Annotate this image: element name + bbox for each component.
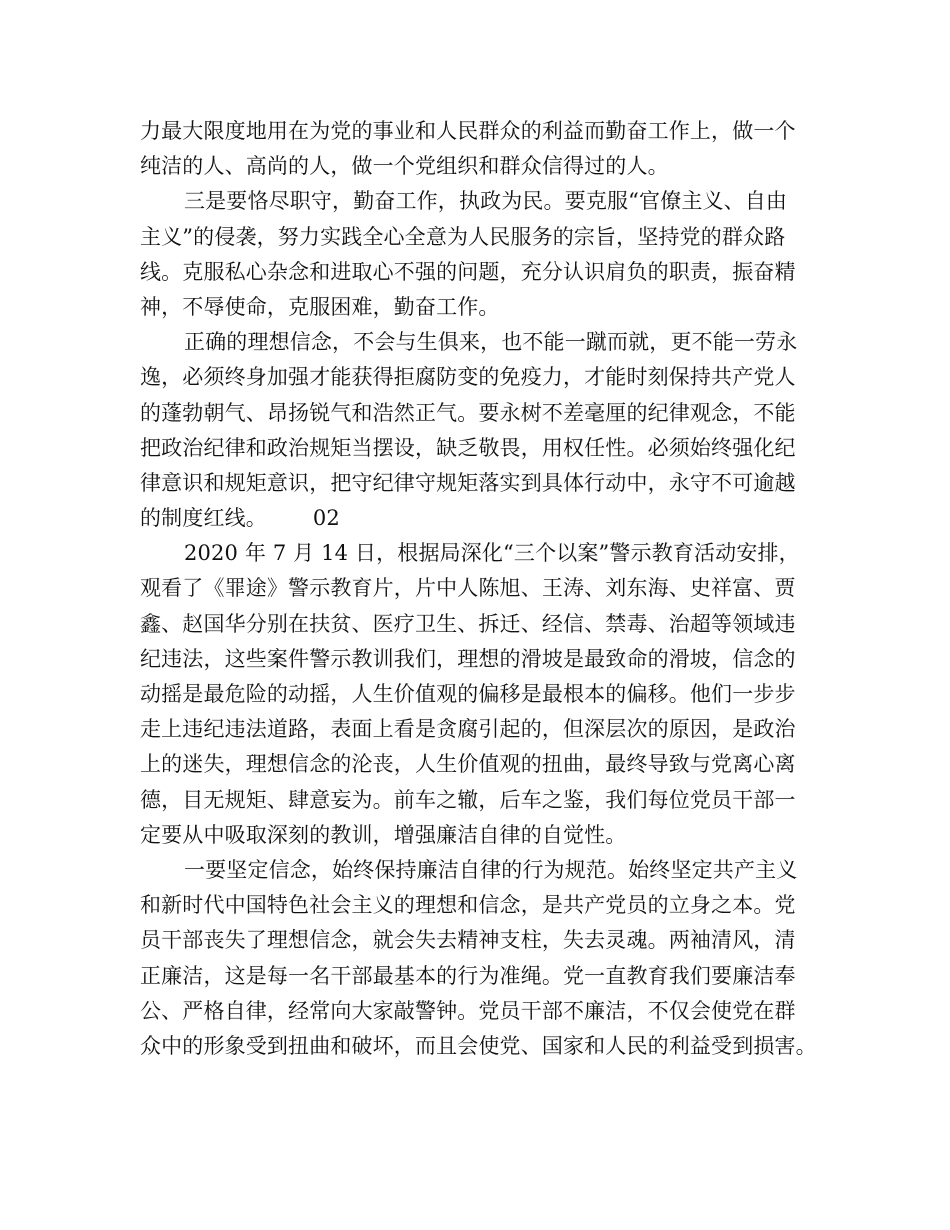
text-line	[140, 888, 830, 923]
text-line	[140, 607, 830, 642]
text-line	[140, 220, 830, 255]
line-text: 纪违法，这些案件警示教训我们，理想的滑坡是最致命的滑坡，信念的	[140, 646, 796, 671]
line-text: 一要坚定信念，始终保持廉洁自律的行为规范。始终坚定共产主义	[184, 857, 798, 882]
line-text: 员干部丧失了理想信念，就会失去精神支柱，失去灵魂。两袖清风，清	[140, 928, 796, 953]
line-text: 和新时代中国特色社会主义的理想和信念，是共产党员的立身之本。党	[140, 893, 796, 918]
text-line	[140, 536, 830, 571]
text-line	[140, 184, 830, 219]
line-text: 走上违纪违法道路，表面上看是贪腐引起的，但深层次的原因，是政治	[140, 717, 796, 742]
text-line	[140, 290, 830, 325]
text-line	[140, 149, 830, 184]
body-text	[140, 114, 830, 1064]
line-text: 定要从中吸取深刻的教训，增强廉洁自律的自觉性。	[140, 822, 627, 847]
text-line	[140, 994, 830, 1029]
line-text: 正确的理想信念，不会与生俱来，也不能一蹴而就，更不能一劳永	[184, 330, 798, 355]
text-line	[140, 396, 830, 431]
text-line	[140, 642, 830, 677]
text-line	[140, 255, 830, 290]
text-line	[140, 114, 830, 149]
text-line	[140, 853, 830, 888]
line-text: 观看了《罪途》警示教育片，片中人陈旭、王涛、刘东海、史祥富、贾	[140, 576, 796, 601]
page-marker: 02	[312, 506, 340, 531]
text-line	[140, 431, 830, 466]
text-line	[140, 571, 830, 606]
text-line	[140, 783, 830, 818]
line-text: 众中的形象受到扭曲和破坏，而且会使党、国家和人民的利益受到损害。	[140, 1033, 817, 1058]
line-text: 上的迷失，理想信念的沦丧，人生价值观的扭曲，最终导致与党离心离	[140, 752, 796, 777]
line-text: 公、严格自律，经常向大家敲警钟。党员干部不廉洁，不仅会使党在群	[140, 998, 796, 1023]
text-line	[140, 325, 830, 360]
line-text: 神，不辱使命，克服困难，勤奋工作。	[140, 294, 500, 319]
text-line	[140, 712, 830, 747]
line-text: 逸，必须终身加强才能获得拒腐防变的免疫力，才能时刻保持共产党人	[140, 365, 796, 390]
line-text: 三是要恪尽职守，勤奋工作，执政为民。要克服“官僚主义、自由	[184, 189, 788, 214]
text-line	[140, 677, 830, 712]
text-line	[140, 360, 830, 395]
line-text: 把政治纪律和政治规矩当摆设，缺乏敬畏，用权任性。必须始终强化纪	[140, 435, 796, 460]
line-text: 线。克服私心杂念和进取心不强的问题，充分认识肩负的职责，振奋精	[140, 259, 796, 284]
text-line	[140, 959, 830, 994]
text-line	[140, 818, 830, 853]
line-text: 动摇是最危险的动摇，人生价值观的偏移是最根本的偏移。他们一步步	[140, 682, 796, 706]
line-text: 的蓬勃朝气、昂扬锐气和浩然正气。要永树不差毫厘的纪律观念，不能	[140, 400, 796, 425]
text-line	[140, 501, 830, 536]
line-text: 鑫、赵国华分别在扶贫、医疗卫生、拆迁、经信、禁毒、治超等领域违	[140, 611, 796, 636]
text-line	[140, 747, 830, 782]
line-text: 纯洁的人、高尚的人，做一个党组织和群众信得过的人。	[140, 154, 669, 179]
text-line	[140, 923, 830, 958]
line-text: 2020 年 7 月 14 日，根据局深化“三个以案”警示教育活动安排，	[184, 541, 800, 566]
line-text: 律意识和规矩意识，把守纪律守规矩落实到具体行动中，永守不可逾越	[140, 470, 796, 495]
line-text: 德，目无规矩、肆意妄为。前车之辙，后车之鉴，我们每位党员干部一	[140, 787, 796, 812]
text-line	[140, 466, 830, 501]
text-line	[140, 1029, 830, 1064]
line-text: 力最大限度地用在为党的事业和人民群众的利益而勤奋工作上，做一个	[140, 119, 796, 143]
line-text: 正廉洁，这是每一名干部最基本的行为准绳。党一直教育我们要廉洁奉	[140, 963, 796, 988]
line-text: 主义”的侵袭，努力实践全心全意为人民服务的宗旨，坚持党的群众路	[140, 224, 786, 249]
line-text: 的制度红线。	[140, 506, 267, 531]
